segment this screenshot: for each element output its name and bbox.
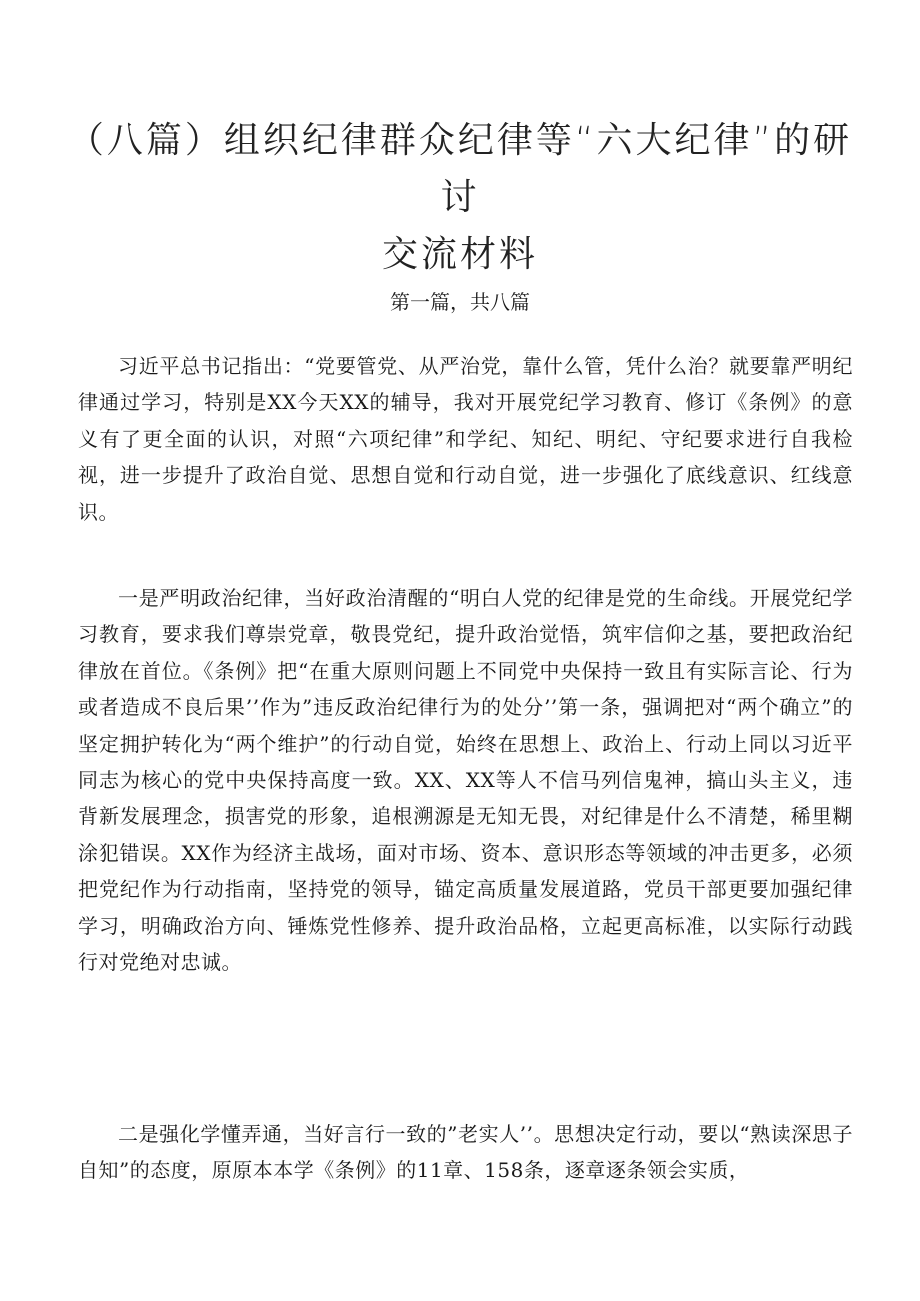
- paragraph-political-discipline: 一是严明政治纪律，当好政治清醒的“明白人党的纪律是党的生命线。开展党纪学习教育，要求我们尊崇党章，敬畏党纪，提升政治觉悟，筑牢信仰之基，要把政治纪律放在首位。《条例》把“在重大原则问题上不同党中央保持一致且有实际言论、行为或者造成不良后果’’作为”违反政治纪律行为的处分’’第一条，强调把对“两个确立”的坚定拥护转化为“两个维护”的行动自觉，始终在思想上、政治上、行动上同以习近平同志为核心的党中央保持高度一致。XX、XX等人不信马列信鬼神，搞山头主义，违背新发展理念，损害党的形象，追根溯源是无知无畏，对纪律是什么不清楚，稀里糊涂犯错误。XX作为经济主战场，面对市场、资本、意识形态等领域的冲击更多，必须把党纪作为行动指南，坚持党的领导，锚定高质量发展道路，党员干部更要加强纪律学习，明确政治方向、锤炼党性修养、提升政治品格，立起更高标准，以实际行动践行对党绝对忠诚。: [78, 586, 853, 975]
- document-title: [60, 112, 860, 283]
- paragraph-intro: 习近平总书记指出：“党要管党、从严治党，靠什么管，凭什么治？就要靠严明纪律通过学习，特别是XX今天XX的辅导，我对开展党纪学习教育、修订《条例》的意义有了更全面的认识，对照“六项纪律”和学纪、知纪、明纪、守纪要求进行自我检视，进一步提升了政治自觉、思想自觉和行动自觉，进一步强化了底线意识、红线意识。: [78, 354, 853, 524]
- title-line-2: 交流材料: [381, 234, 538, 275]
- title-line-1: （八篇）组织纪律群众纪律等“六大纪律”的研讨: [67, 120, 853, 218]
- paragraph-study: 二是强化学懂弄通，当好言行一致的”老实人’’。思想决定行动，要以“熟读深思子自知”的态度，原原本本学《条例》的11章、158条，逐章逐条领会实质，: [78, 1122, 853, 1183]
- section-subtitle: 第一篇，共八篇: [390, 290, 530, 314]
